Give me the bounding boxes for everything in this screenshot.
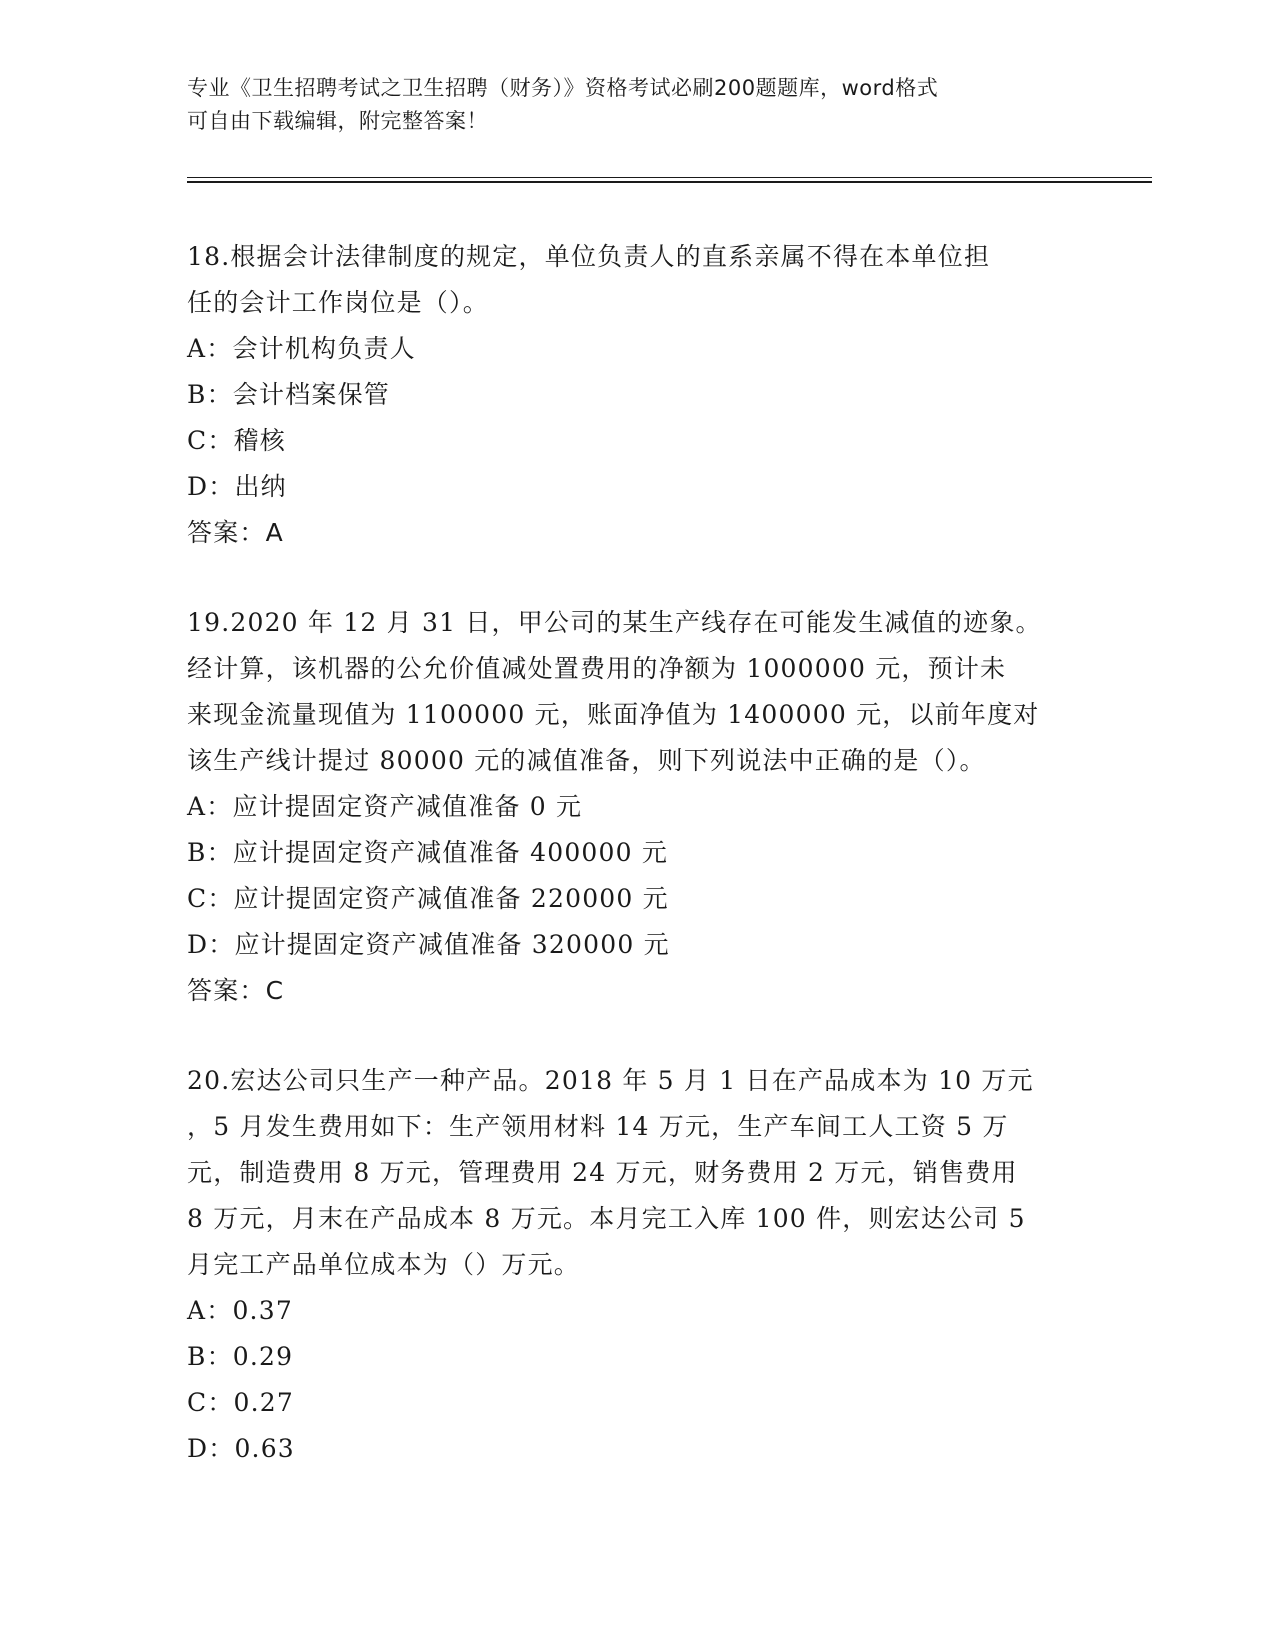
- option-b: B：应计提固定资产减值准备 400000 元: [187, 838, 669, 867]
- question-list: [187, 234, 1087, 1516]
- question-line: 元，制造费用 8 万元，管理费用 24 万元，财务费用 2 万元，销售费用: [187, 1158, 1018, 1187]
- question-line: 18.根据会计法律制度的规定，单位负责人的直系亲属不得在本单位担: [187, 242, 991, 271]
- question-20: [187, 1058, 1087, 1472]
- header-divider-thin: [187, 177, 1152, 178]
- option-a: A：会计机构负责人: [187, 334, 416, 363]
- option-b: B：0.29: [187, 1342, 294, 1371]
- answer: 答案：A: [187, 518, 284, 547]
- question-18: [187, 234, 1087, 556]
- question-text: [187, 1058, 1087, 1288]
- document-header: [187, 72, 1067, 138]
- question-line: 该生产线计提过 80000 元的减值准备，则下列说法中正确的是（）。: [187, 746, 986, 775]
- option-c: C：稽核: [187, 426, 286, 455]
- question-text: [187, 600, 1087, 784]
- question-line: 19.2020 年 12 月 31 日，甲公司的某生产线存在可能发生减值的迹象。: [187, 608, 1042, 637]
- option-a: A：0.37: [187, 1296, 293, 1325]
- option-d: D：出纳: [187, 472, 287, 501]
- option-d: D：应计提固定资产减值准备 320000 元: [187, 930, 670, 959]
- answer: 答案：C: [187, 976, 285, 1005]
- header-line-2: 可自由下载编辑，附完整答案！: [187, 109, 488, 133]
- option-c: C：应计提固定资产减值准备 220000 元: [187, 884, 669, 913]
- header-line-1: 专业《卫生招聘考试之卫生招聘（财务）》资格考试必刷200题题库，word格式: [187, 76, 939, 100]
- option-c: C：0.27: [187, 1388, 294, 1417]
- question-line: 经计算，该机器的公允价值减处置费用的净额为 1000000 元，预计未: [187, 654, 1007, 683]
- option-a: A：应计提固定资产减值准备 0 元: [187, 792, 583, 821]
- header-divider-thick: [187, 181, 1152, 183]
- question-line: 来现金流量现值为 1100000 元，账面净值为 1400000 元，以前年度对: [187, 700, 1040, 729]
- question-line: 任的会计工作岗位是（）。: [187, 288, 489, 317]
- option-b: B：会计档案保管: [187, 380, 390, 409]
- option-d: D：0.63: [187, 1434, 295, 1463]
- question-line: ，5 月发生费用如下：生产领用材料 14 万元，生产车间工人工资 5 万: [187, 1112, 1009, 1141]
- question-text: [187, 234, 1087, 326]
- question-19: [187, 600, 1087, 1014]
- question-line: 月完工产品单位成本为（）万元。: [187, 1250, 581, 1279]
- question-line: 20.宏达公司只生产一种产品。2018 年 5 月 1 日在产品成本为 10 万元: [187, 1066, 1034, 1095]
- question-line: 8 万元，月末在产品成本 8 万元。本月完工入库 100 件，则宏达公司 5: [187, 1204, 1026, 1233]
